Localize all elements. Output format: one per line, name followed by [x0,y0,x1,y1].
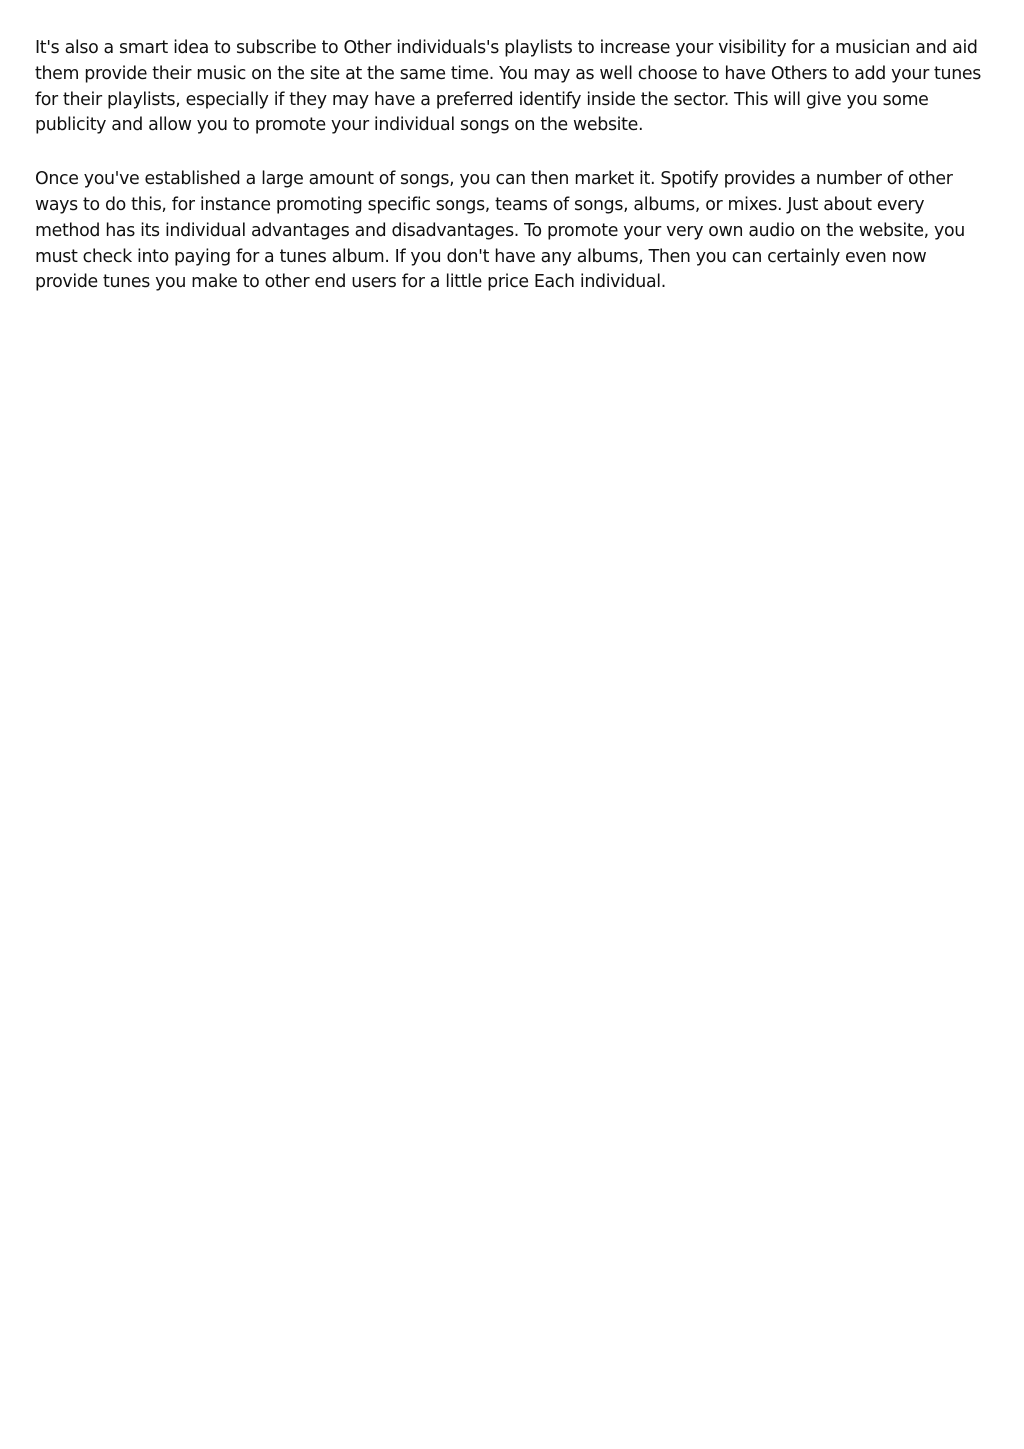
paragraph-marketing: Once you've established a large amount of songs, you can then market it. Spotify provides a number of other ways to do this, for instance promoting specific songs, teams of songs, albums, or mixes. Just about every method has its individual advantages and disadvantages. To promote your very own audio on the website, you must check into paying for a tunes album. If you don't have any albums, Then you can certainly even now provide tunes you make to other end users for a little price Each individual. [35,169,965,293]
paragraph-playlists: It's also a smart idea to subscribe to Other individuals's playlists to increase your visibility for a musician and aid them provide their music on the site at the same time. You may as well choose to have Others to add your tunes for their playlists, especially if they may have a preferred identify inside the sector. This will give you some publicity and allow you to promote your individual songs on the website. [35,38,981,136]
document-page [35,36,993,324]
